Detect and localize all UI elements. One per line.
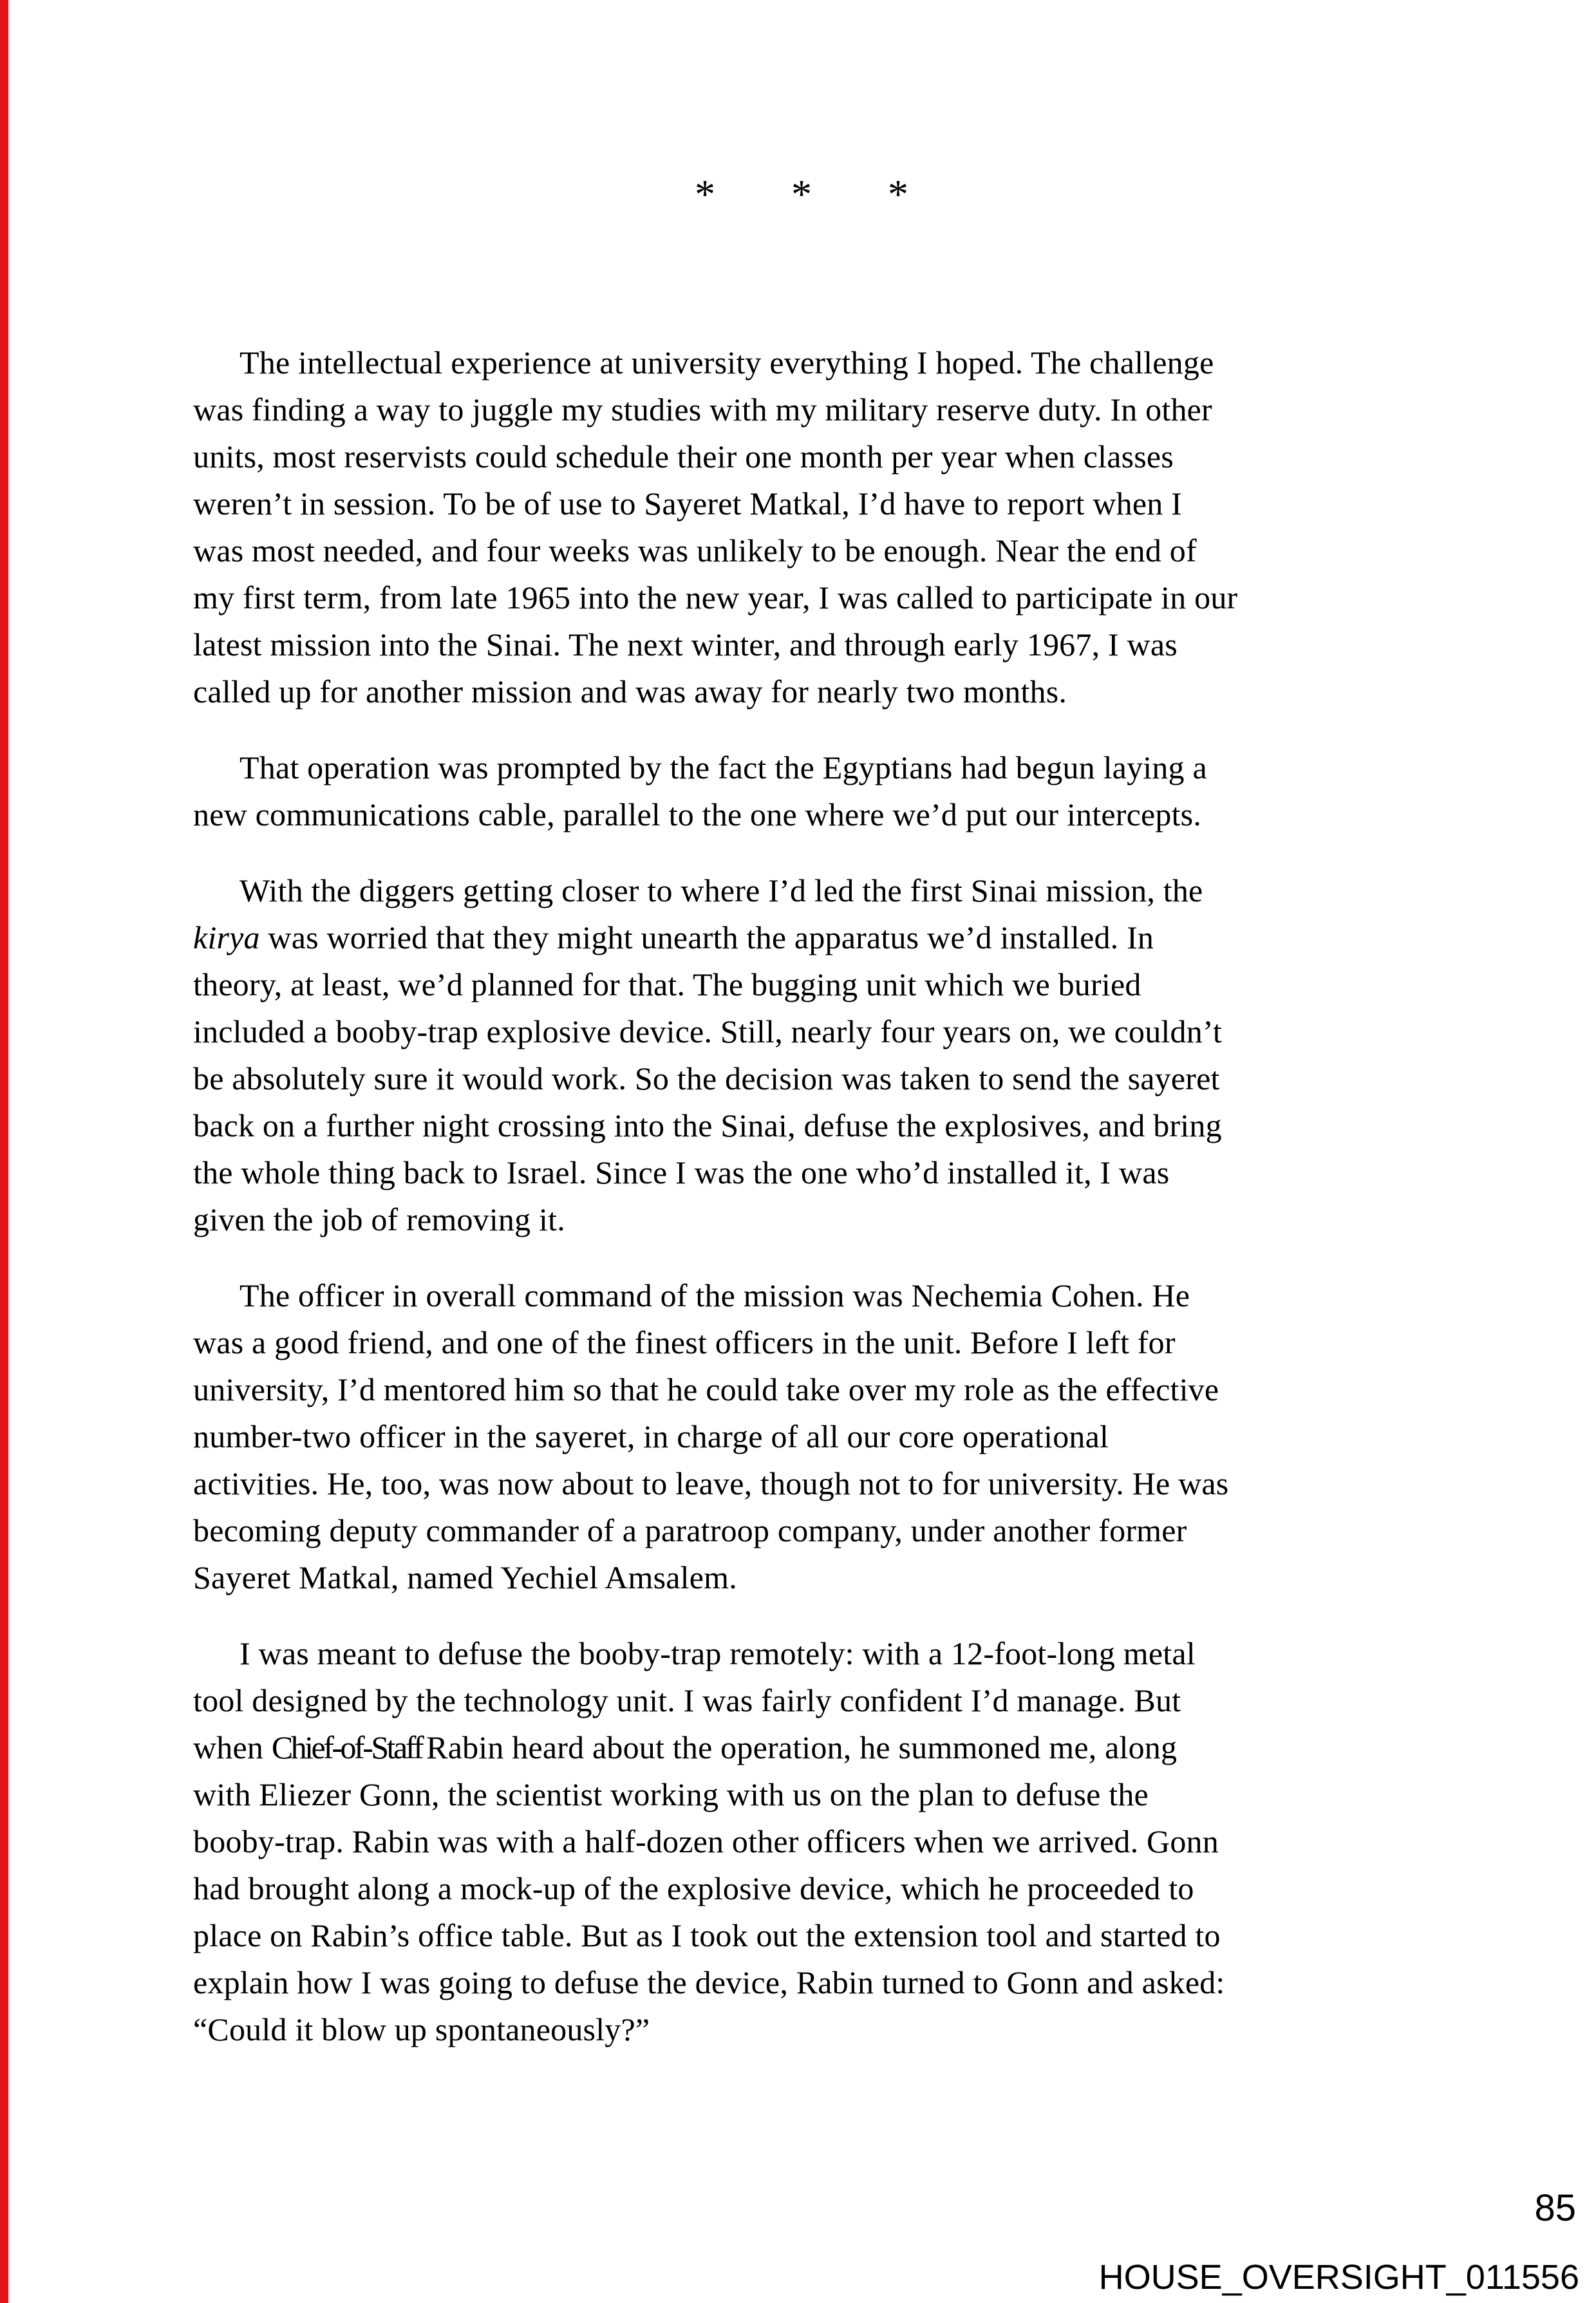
text-run: “Could it blow up spontaneously?” [193,2011,650,2047]
text-line [193,1865,1455,1912]
text-run: latest mission into the Sinai. The next winter, and through early 1967, I was [193,626,1178,663]
text-line [193,744,1455,791]
text-line [193,480,1455,527]
text-line [193,386,1455,433]
paragraph [193,744,1455,838]
text-run: called up for another mission and was away for nearly two months. [193,673,1067,710]
text-line [193,2006,1455,2053]
bates-number: HOUSE_OVERSIGHT_011556 [1098,2258,1579,2297]
text-run: place on Rabin’s office table. But as I took out the extension tool and started to [193,1917,1221,1953]
text-line [193,1055,1455,1102]
text-run: The intellectual experience at university everything I hoped. The challenge [239,344,1214,381]
text-line [193,1554,1455,1601]
text-run: becoming deputy commander of a paratroop company, under another former [193,1512,1187,1548]
text-line [193,961,1455,1008]
text-run: number-two officer in the sayeret, in charge of all our core operational [193,1418,1109,1454]
text-line [193,527,1455,574]
asterisk-icon: * [791,171,812,217]
text-run: back on a further night crossing into the Sinai, defuse the explosives, and bring [193,1107,1222,1143]
text-line [193,867,1455,914]
text-line [193,1102,1455,1149]
text-line [193,1460,1455,1507]
text-run: Chief-of-Staff [271,1729,422,1765]
asterisk-icon: * [888,171,908,217]
page-number: 85 [1534,2187,1576,2229]
text-run: included a booby-trap explosive device. Still, nearly four years on, we couldn’t [193,1013,1222,1049]
text-line [193,1366,1455,1413]
text-run: had brought along a mock-up of the explosive device, which he proceeded to [193,1870,1194,1906]
paragraph [193,1630,1455,2053]
text-run: Sayeret Matkal, named Yechiel Amsalem. [193,1559,737,1595]
text-line [193,1272,1455,1319]
text-line [193,914,1455,961]
text-run: was finding a way to juggle my studies with my military reserve duty. In other [193,391,1212,428]
text-line [193,1196,1455,1243]
text-run: when [193,1729,272,1765]
text-run: new communications cable, parallel to the one where we’d put our intercepts. [193,796,1202,832]
text-line [193,574,1455,621]
text-line [193,1319,1455,1366]
text-line [193,1771,1455,1818]
asterisk-icon: * [695,171,715,217]
text-run: units, most reservists could schedule their one month per year when classes [193,438,1174,475]
text-run: the whole thing back to Israel. Since I was the one who’d installed it, I was [193,1154,1170,1190]
paragraph [193,339,1455,715]
text-line [193,1630,1455,1677]
text-run: weren’t in session. To be of use to Sayeret Matkal, I’d have to report when I [193,485,1183,522]
text-run: tool designed by the technology unit. I was fairly confident I’d manage. But [193,1682,1181,1718]
text-run: given the job of removing it. [193,1201,565,1237]
paragraph [193,1272,1455,1601]
text-line [193,1959,1455,2006]
text-run: be absolutely sure it would work. So the decision was taken to send the sayeret [193,1060,1220,1096]
text-run: was most needed, and four weeks was unlikely to be enough. Near the end of [193,532,1197,569]
text-run: With the diggers getting closer to where I’d led the first Sinai mission, the [239,872,1203,908]
text-line [193,1008,1455,1055]
text-run: booby-trap. Rabin was with a half-dozen other officers when we arrived. Gonn [193,1823,1219,1859]
text-run: I was meant to defuse the booby-trap remotely: with a 12-foot-long metal [239,1635,1196,1671]
text-line [193,1912,1455,1959]
text-line [193,668,1455,715]
page-body-text [193,339,1455,2082]
text-run: theory, at least, we’d planned for that. The bugging unit which we buried [193,966,1141,1002]
text-line [193,1507,1455,1554]
text-line [193,791,1455,838]
text-run: explain how I was going to defuse the device, Rabin turned to Gonn and asked: [193,1964,1225,2000]
text-line [193,1149,1455,1196]
italic-text-run: kirya [193,919,260,955]
text-run: That operation was prompted by the fact the Egyptians had begun laying a [239,749,1207,785]
text-line [193,433,1455,480]
text-run: was worried that they might unearth the apparatus we’d installed. In [259,919,1154,955]
section-divider [193,169,1410,220]
text-run: with Eliezer Gonn, the scientist working with us on the plan to defuse the [193,1776,1149,1812]
text-run: The officer in overall command of the mission was Nechemia Cohen. He [239,1277,1190,1313]
text-run: activities. He, too, was now about to leave, though not to for university. He was [193,1465,1229,1501]
text-line [193,1724,1455,1771]
text-line [193,1413,1455,1460]
text-line [193,621,1455,668]
left-edge-stripe [0,0,8,2303]
text-run: Rabin heard about the operation, he summoned me, along [426,1729,1178,1765]
text-line [193,1818,1455,1865]
text-line [193,339,1455,386]
text-run: was a good friend, and one of the finest officers in the unit. Before I left for [193,1324,1176,1360]
text-line [193,1677,1455,1724]
text-run: university, I’d mentored him so that he could take over my role as the effective [193,1371,1219,1407]
paragraph [193,867,1455,1243]
text-run: my first term, from late 1965 into the new year, I was called to participate in our [193,579,1238,616]
